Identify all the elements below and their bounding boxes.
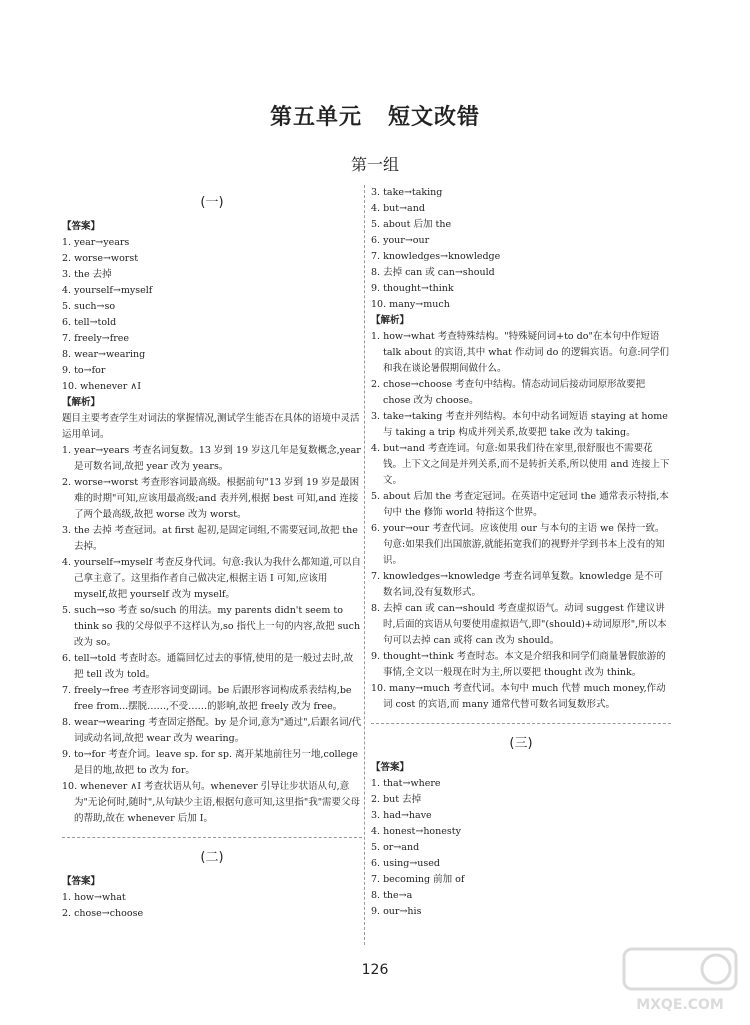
- analysis-item: 4. but→and 考查连词。句意:如果我们待在家里,很舒服也不需要花钱。上下文之间是并列关系,而不是转折关系,所以使用 and 连接上下文。: [371, 443, 670, 486]
- analysis-item: 7. knowledges→knowledge 考查名词单复数。knowledge 是不可数名词,没有复数形式。: [371, 571, 663, 598]
- answer-item: 4. but→and: [371, 203, 425, 214]
- answer-item: 2. worse→worst: [62, 253, 139, 264]
- answer-item: 6. your→our: [371, 235, 430, 246]
- column-divider: [364, 185, 365, 945]
- analysis-item: 2. chose→choose 考查句中结构。情态动词后接动词原形故要把 chose 改为 choose。: [371, 379, 646, 406]
- answer-item: 6. using→used: [371, 858, 440, 869]
- answer-item: 7. becoming 前加 of: [371, 874, 465, 885]
- page-title: [0, 100, 750, 131]
- answer-item: 1. that→where: [371, 778, 441, 789]
- analysis-item: 4. yourself→myself 考查反身代词。句意:我认为我什么都知道,可以自己拿主意了。这里指作者自己做决定,根据主语 I 可知,应该用 myself,故把 yourself 改为 myself。: [62, 557, 362, 600]
- answer-item: 3. had→have: [371, 810, 432, 821]
- analysis-item: 6. your→our 考查代词。应该使用 our 与本句的主语 we 保持一致。句意:如果我们出国旅游,就能拓宽我们的视野并学到书本上没有的知识。: [371, 523, 665, 566]
- left-column: [62, 185, 362, 922]
- answer-item: 3. take→taking: [371, 187, 443, 198]
- answers-label: 【答案】: [371, 762, 410, 773]
- answer-item: 8. wear→wearing: [62, 349, 146, 360]
- analysis-item: 1. year→years 考查名词复数。13 岁到 19 岁这几年是复数概念,year 是可数名词,故把 year 改为 years。: [62, 445, 361, 472]
- unit-title: 第五单元: [269, 105, 362, 130]
- page-number: 126: [361, 962, 389, 978]
- section-separator: [371, 723, 671, 724]
- analysis-item: 9. to→for 考查介词。leave sp. for sp. 离开某地前往另一地,college 是目的地,故把 to 改为 for。: [62, 749, 358, 776]
- analysis-item: 2. worse→worst 考查形容词最高级。根据前句"13 岁到 19 岁是最困难的时期"可知,应该用最高级;and 表并列,根据 best 可知,and 连接了两个最高级,故把 worse 改为 worst。: [62, 477, 360, 520]
- answer-item: 5. such→so: [62, 301, 116, 312]
- right-column: [371, 185, 671, 920]
- answers-list: [62, 235, 362, 395]
- analysis-item: 5. such→so 考查 so/such 的用法。my parents didn't seem to think so 我的父母似乎不这样认为,so 指代上一句的内容,故把 such 改为 so。: [62, 605, 361, 648]
- answer-item: 7. knowledges→knowledge: [371, 251, 501, 262]
- analysis-item: 10. many→much 考查代词。本句中 much 代替 much money,作动词 cost 的宾语,而 many 通常代替可数名词复数形式。: [371, 683, 666, 710]
- answer-item: 3. the 去掉: [62, 269, 112, 280]
- answer-item: 9. thought→think: [371, 283, 454, 294]
- analysis-item: 5. about 后加 the 考查定冠词。在英语中定冠词 the 通常表示特指,本句中 the 修饰 world 特指这个世界。: [371, 491, 669, 518]
- answer-item: 5. or→and: [371, 842, 420, 853]
- answer-item: 6. tell→told: [62, 317, 117, 328]
- watermark-logo: [620, 945, 740, 1015]
- answer-item: 10. whenever ∧I: [62, 381, 141, 392]
- answer-item: 1. year→years: [62, 237, 130, 248]
- topic-title: 短文改错: [388, 105, 481, 130]
- answer-item: 2. but 去掉: [371, 794, 422, 805]
- answer-item: 9. to→for: [62, 365, 106, 376]
- answers-list: [371, 776, 671, 920]
- analysis-item: 10. whenever ∧I 考查状语从句。whenever 引导让步状语从句,意为"无论何时,随时",从句缺少主语,根据句意可知,这里指"我"需要父母的帮助,故在 whenever 后加 I。: [62, 781, 361, 824]
- analysis-list: [62, 411, 362, 827]
- answer-item: 9. our→his: [371, 906, 422, 917]
- answer-item: 8. 去掉 can 或 can→should: [371, 267, 495, 278]
- answers-label: 【答案】: [62, 876, 101, 887]
- analysis-item: 8. 去掉 can 或 can→should 考查虚拟语气。动词 suggest 作建议讲时,后面的宾语从句要使用虚拟语气,即"(should)+动词原形",所以本句可以去掉 can 或将 can 改为 should。: [371, 603, 667, 646]
- answer-item: 2. chose→choose: [62, 908, 144, 919]
- analysis-item: 8. wear→wearing 考查固定搭配。by 是介词,意为"通过",后跟名词/代词或动名词,故把 wear 改为 wearing。: [62, 717, 362, 744]
- answers-list-continued: [371, 185, 671, 313]
- analysis-item: 3. the 去掉 考查冠词。at first 起初,是固定词组,不需要冠词,故把 the 去掉。: [62, 525, 358, 552]
- analysis-item: 1. how→what 考查特殊结构。"特殊疑问词+to do"在本句中作短语 talk about 的宾语,其中 what 作动词 do 的逻辑宾语。句意:同学们和我在谈论暑假期间做什么。: [371, 331, 670, 374]
- analysis-list: [371, 329, 671, 713]
- analysis-label: 【解析】: [62, 397, 101, 408]
- section-heading-2: (二): [200, 850, 224, 865]
- group-title: 第一组: [350, 155, 399, 174]
- answer-item: 8. the→a: [371, 890, 413, 901]
- analysis-intro: 题目主要考查学生对词法的掌握情况,测试学生能否在具体的语境中灵活运用单词。: [62, 413, 360, 440]
- answer-item: 5. about 后加 the: [371, 219, 452, 230]
- answer-item: 10. many→much: [371, 299, 450, 310]
- answer-item: 1. how→what: [62, 892, 126, 903]
- section-heading-1: (一): [200, 195, 224, 210]
- watermark-text: MXQE.COM: [636, 997, 724, 1013]
- answer-item: 7. freely→free: [62, 333, 130, 344]
- section-separator: [62, 837, 362, 838]
- answer-item: 4. honest→honesty: [371, 826, 461, 837]
- answers-label: 【答案】: [62, 221, 101, 232]
- analysis-item: 6. tell→told 考查时态。通篇回忆过去的事情,使用的是一般过去时,故把 tell 改为 told。: [62, 653, 354, 680]
- analysis-label: 【解析】: [371, 315, 410, 326]
- analysis-item: 7. freely→free 考查形容词变副词。be 后跟形容词构成系表结构,be free from...摆脱……,不受……的影响,故把 freely 改为 free。: [62, 685, 352, 712]
- section-heading-3: (三): [509, 736, 533, 751]
- analysis-item: 3. take→taking 考查并列结构。本句中动名词短语 staying at home 与 taking a trip 构成并列关系,故要把 take 改为 taking。: [371, 411, 668, 438]
- analysis-item: 9. thought→think 考查时态。本文是介绍我和同学们商量暑假旅游的事情,全文以一般现在时为主,所以要把 thought 改为 think。: [371, 651, 666, 678]
- answer-item: 4. yourself→myself: [62, 285, 153, 296]
